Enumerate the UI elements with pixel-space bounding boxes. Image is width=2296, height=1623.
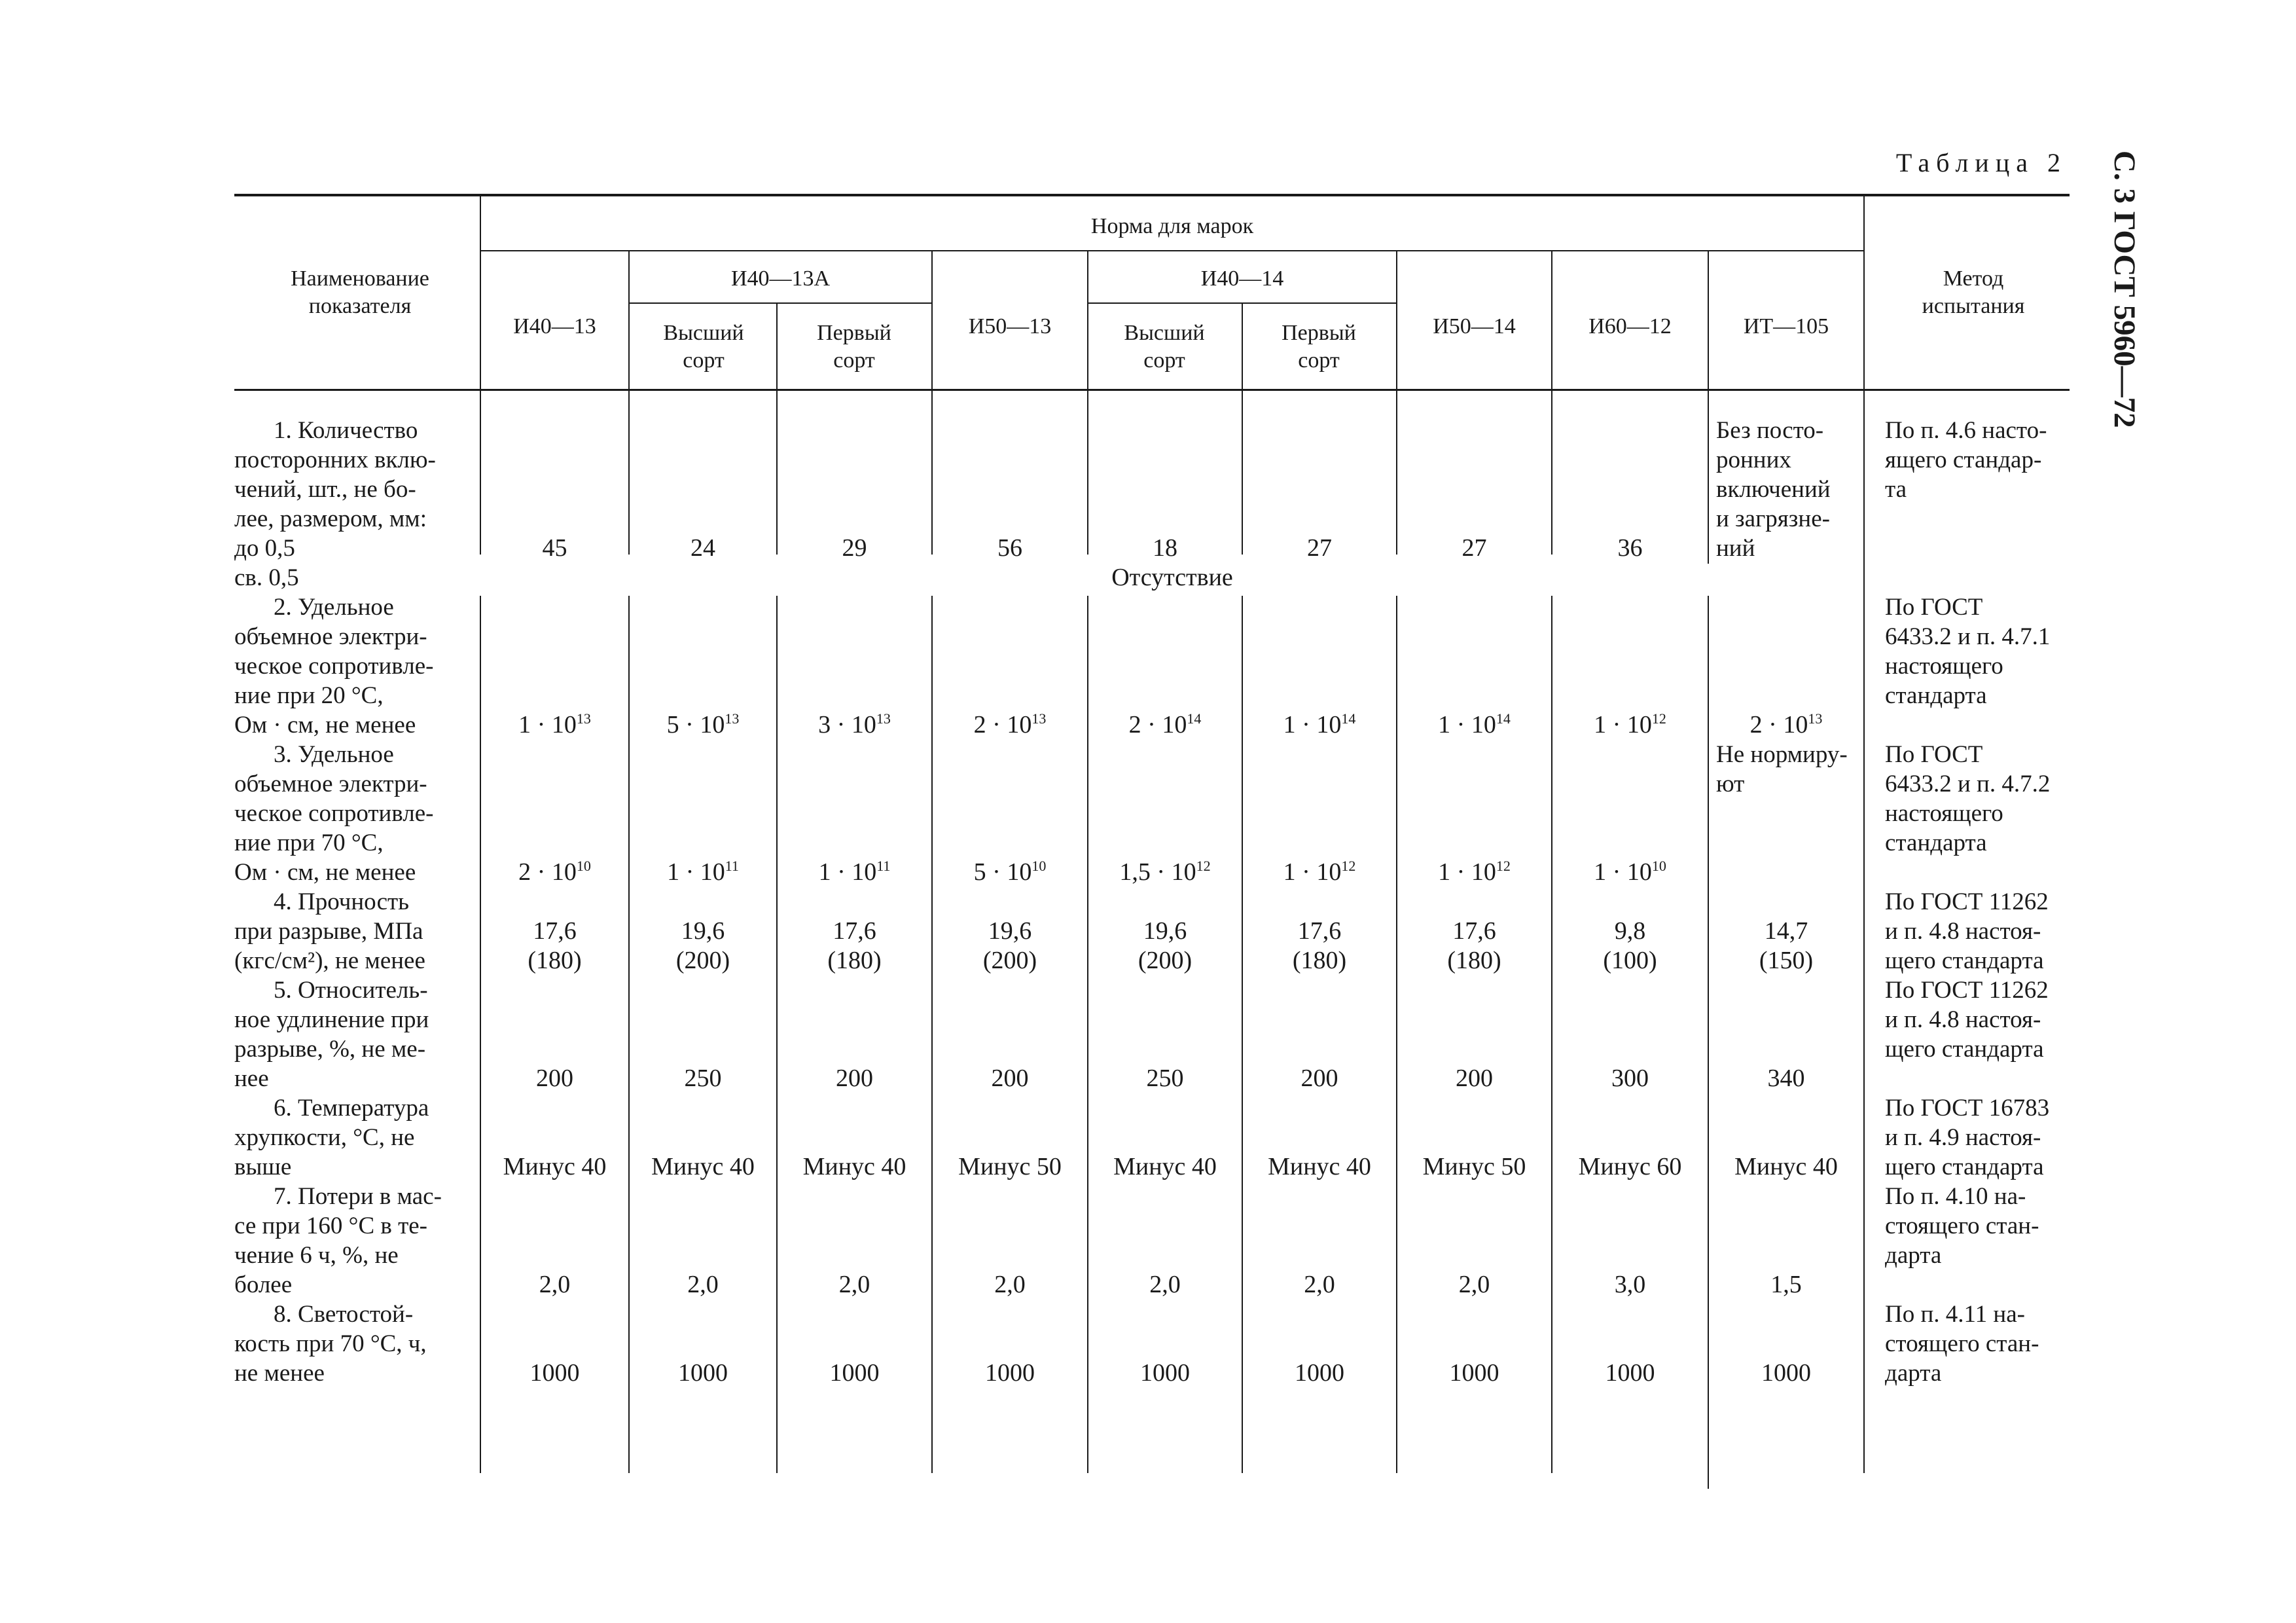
value-cell: $1 \cdot 10^{12}$ bbox=[1594, 710, 1666, 739]
value-cell: 17,6 (180) bbox=[1447, 917, 1501, 974]
value-cell: 24 bbox=[691, 534, 715, 562]
body-vrule bbox=[1087, 391, 1088, 555]
value-cell: 2,0 bbox=[1149, 1271, 1181, 1298]
row-label-5: 5. Относитель- ное удлинение при разрыве, %, не ме- нее bbox=[234, 977, 429, 1092]
value-cell: 36 bbox=[1617, 534, 1643, 562]
value-cell: $1,5 \cdot 10^{12}$ bbox=[1119, 858, 1211, 886]
value-cell: $1 \cdot 10^{12}$ bbox=[1438, 858, 1511, 886]
header-indicator-name: Наименование показателя bbox=[291, 266, 429, 318]
method-cell-6: По ГОСТ 16783 и п. 4.9 настоя- щего стандарта bbox=[1885, 1095, 2050, 1180]
value-cell: 200 bbox=[1456, 1065, 1493, 1092]
body-vrule bbox=[1396, 391, 1397, 555]
body-vrule bbox=[1242, 391, 1243, 555]
body-vrule bbox=[931, 391, 933, 555]
value-cell-it105-note: Не нормиру- ют bbox=[1716, 741, 1848, 797]
value-cell: 2,0 bbox=[838, 1271, 870, 1298]
value-cell: 2,0 bbox=[1304, 1271, 1335, 1298]
row-label-7: 7. Потери в мас- се при 160 °С в те- чение 6 ч, %, не более bbox=[234, 1183, 442, 1298]
value-cell: $1 \cdot 10^{11}$ bbox=[818, 858, 891, 886]
norm-group-rule bbox=[480, 250, 1863, 251]
value-cell: 1,5 bbox=[1770, 1271, 1802, 1298]
value-cell: 2,0 bbox=[687, 1271, 719, 1298]
row-label-1: 1. Количество посторонних вклю- чений, шт., не бо- лее, размером, мм: до 0,5 св. 0,5 bbox=[234, 417, 436, 591]
value-cell: $5 \cdot 10^{10}$ bbox=[973, 858, 1047, 886]
table-top-rule bbox=[234, 194, 2070, 196]
value-cell: 17,6 (180) bbox=[528, 917, 582, 974]
value-cell: 300 bbox=[1611, 1065, 1649, 1092]
row-label-3: 3. Удельное объемное электри- ческое сопротивле- ние при 70 °С, Ом · см, не менее bbox=[234, 741, 434, 886]
value-cell: 200 bbox=[1300, 1065, 1338, 1092]
header-grade-it-105: ИТ—105 bbox=[1743, 314, 1829, 338]
value-cell: $1 \cdot 10^{10}$ bbox=[1594, 858, 1666, 886]
value-cell: Минус 40 bbox=[1113, 1153, 1217, 1180]
body-vrule bbox=[628, 391, 630, 555]
value-cell: $3 \cdot 10^{13}$ bbox=[818, 710, 891, 739]
method-cell-2: По ГОСТ 6433.2 и п. 4.7.1 настоящего стандарта bbox=[1885, 594, 2051, 709]
value-cell: 200 bbox=[836, 1065, 873, 1092]
method-cell-8: По п. 4.11 на- стоящего стан- дарта bbox=[1885, 1301, 2039, 1387]
value-cell: 27 bbox=[1307, 534, 1332, 562]
value-cell: 1000 bbox=[1761, 1359, 1811, 1387]
header-grade-i60-12: И60—12 bbox=[1588, 314, 1672, 338]
value-cell: 19,6 (200) bbox=[1138, 917, 1193, 974]
value-cell: 200 bbox=[991, 1065, 1029, 1092]
value-cell: 1000 bbox=[1295, 1359, 1344, 1387]
header-grade-i40-13: И40—13 bbox=[513, 314, 596, 338]
value-cell: $2 \cdot 10^{13}$ bbox=[973, 710, 1047, 739]
value-cell: Минус 40 bbox=[1734, 1153, 1838, 1180]
value-cell: Минус 50 bbox=[1422, 1153, 1526, 1180]
value-cell: 17,6 (180) bbox=[827, 917, 882, 974]
body-vrule bbox=[1551, 391, 1552, 555]
value-cell: 1000 bbox=[1605, 1359, 1655, 1387]
value-cell: $2 \cdot 10^{10}$ bbox=[518, 858, 591, 886]
value-cell: Минус 40 bbox=[651, 1153, 755, 1180]
value-cell: Минус 60 bbox=[1578, 1153, 1682, 1180]
value-cell: Минус 40 bbox=[503, 1153, 607, 1180]
value-cell-it105-note: Без посто- ронних включений и загрязне- ний bbox=[1716, 417, 1831, 562]
value-cell: Минус 40 bbox=[802, 1153, 906, 1180]
value-cell: 1000 bbox=[1449, 1359, 1499, 1387]
method-cell-1: По п. 4.6 насто- ящего стандар- та bbox=[1885, 417, 2047, 503]
header-vrule bbox=[1242, 302, 1243, 390]
value-cell: 2,0 bbox=[1458, 1271, 1490, 1298]
value-cell: $1 \cdot 10^{11}$ bbox=[667, 858, 739, 886]
method-cell-5: По ГОСТ 11262 и п. 4.8 настоя- щего стандарта bbox=[1885, 977, 2049, 1063]
header-sort-first: Первый сорт bbox=[817, 321, 891, 373]
header-vrule bbox=[776, 302, 778, 390]
value-cell: 19,6 (200) bbox=[675, 917, 730, 974]
header-grade-i40-13a: И40—13А bbox=[730, 266, 831, 291]
row-label-4: 4. Прочность при разрыве, МПа (кгс/см²), не менее bbox=[234, 888, 425, 974]
value-cell: 250 bbox=[684, 1065, 722, 1092]
value-cell: $2 \cdot 10^{14}$ bbox=[1128, 710, 1202, 739]
method-cell-4: По ГОСТ 11262 и п. 4.8 настоя- щего стандарта bbox=[1885, 888, 2049, 974]
value-cell: $5 \cdot 10^{13}$ bbox=[666, 710, 740, 739]
header-sort-highest: Высший сорт bbox=[1124, 321, 1205, 373]
value-cell: $1 \cdot 10^{13}$ bbox=[518, 710, 591, 739]
header-grade-i50-13: И50—13 bbox=[968, 314, 1052, 338]
header-vrule bbox=[1863, 194, 1865, 390]
value-cell: 1000 bbox=[1140, 1359, 1190, 1387]
body-vrule bbox=[1708, 391, 1709, 564]
value-cell: 18 bbox=[1153, 534, 1177, 562]
subgroup-rule-1 bbox=[628, 302, 932, 304]
value-cell: 19,6 (200) bbox=[982, 917, 1037, 974]
value-cell: 9,8 (100) bbox=[1603, 917, 1657, 974]
row-label-6: 6. Температура хрупкости, °С, не выше bbox=[234, 1095, 429, 1180]
table-caption: Таблица 2 bbox=[1895, 148, 2067, 177]
header-grade-i40-14: И40—14 bbox=[1200, 266, 1284, 291]
value-cell: 2,0 bbox=[539, 1271, 571, 1298]
value-cell: 1000 bbox=[985, 1359, 1035, 1387]
value-cell: $2 \cdot 10^{13}$ bbox=[1749, 710, 1823, 739]
value-cell: 3,0 bbox=[1614, 1271, 1646, 1298]
header-sort-first: Первый сорт bbox=[1282, 321, 1356, 373]
value-cell: 45 bbox=[542, 534, 567, 562]
value-cell: $1 \cdot 10^{14}$ bbox=[1283, 710, 1356, 739]
header-bottom-rule bbox=[234, 389, 2070, 391]
value-cell: 1000 bbox=[829, 1359, 880, 1387]
value-cell: 1000 bbox=[678, 1359, 728, 1387]
row-label-8: 8. Светостой- кость при 70 °С, ч, не менее bbox=[234, 1301, 427, 1387]
header-sort-highest: Высший сорт bbox=[663, 321, 744, 373]
value-cell: 17,6 (180) bbox=[1292, 917, 1347, 974]
value-cell: $1 \cdot 10^{14}$ bbox=[1438, 710, 1511, 739]
value-cell: Минус 40 bbox=[1268, 1153, 1371, 1180]
header-norm-group: Норма для марок bbox=[1090, 214, 1254, 238]
value-cell: 56 bbox=[997, 534, 1022, 562]
row-label-2: 2. Удельное объемное электри- ческое сопротивле- ние при 20 °С, Ом · см, не менее bbox=[234, 594, 434, 739]
value-cell: 1000 bbox=[529, 1359, 580, 1387]
merged-absence-cell: Отсутствие bbox=[1111, 564, 1233, 591]
value-cell: 250 bbox=[1146, 1065, 1184, 1092]
value-cell: Минус 50 bbox=[958, 1153, 1062, 1180]
value-cell: 27 bbox=[1462, 534, 1487, 562]
value-cell: 340 bbox=[1767, 1065, 1805, 1092]
page-header: С. 3 ГОСТ 5960—72 bbox=[2108, 151, 2142, 428]
value-cell: 2,0 bbox=[994, 1271, 1026, 1298]
header-grade-i50-14: И50—14 bbox=[1433, 314, 1516, 338]
header-method: Метод испытания bbox=[1922, 266, 2025, 318]
value-cell: 200 bbox=[536, 1065, 573, 1092]
body-vrule bbox=[480, 391, 481, 555]
value-cell: $1 \cdot 10^{12}$ bbox=[1283, 858, 1356, 886]
method-cell-7: По п. 4.10 на- стоящего стан- дарта bbox=[1885, 1183, 2039, 1269]
body-vrule bbox=[776, 391, 778, 555]
method-cell-3: По ГОСТ 6433.2 и п. 4.7.2 настоящего стандарта bbox=[1885, 741, 2051, 856]
value-cell: 29 bbox=[842, 534, 867, 562]
value-cell: 14,7 (150) bbox=[1759, 917, 1814, 974]
